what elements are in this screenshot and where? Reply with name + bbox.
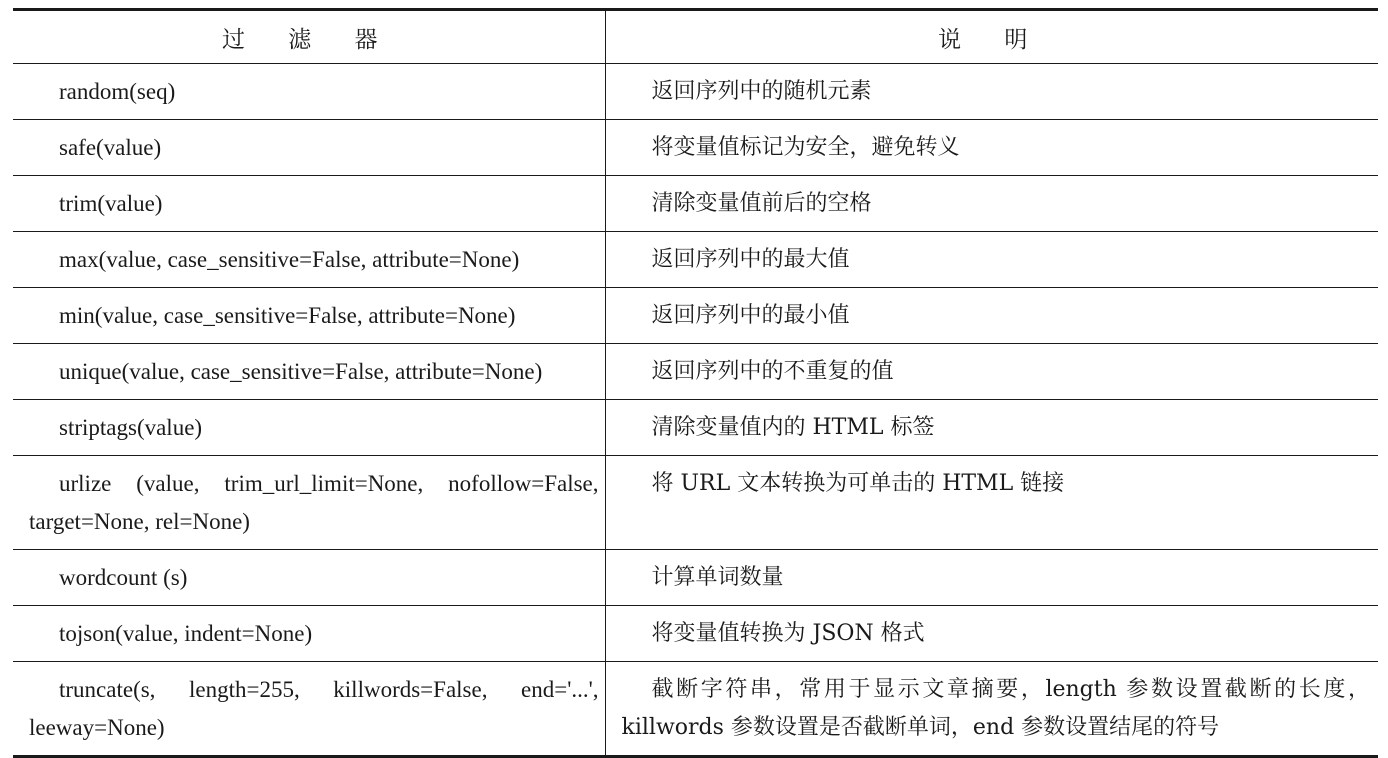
table-row	[13, 662, 1378, 757]
table-row	[13, 120, 1378, 176]
table-row	[13, 344, 1378, 400]
description-cell: 计算单词数量	[605, 550, 1378, 606]
description-cell: 将变量值转换为 JSON 格式	[605, 606, 1378, 662]
description-cell: 返回序列中的随机元素	[605, 64, 1378, 120]
filter-cell: tojson(value, indent=None)	[13, 606, 605, 662]
description-cell: 清除变量值前后的空格	[605, 176, 1378, 232]
description-cell: 返回序列中的不重复的值	[605, 344, 1378, 400]
filter-cell: safe(value)	[13, 120, 605, 176]
table-row	[13, 64, 1378, 120]
header-description: 说 明	[938, 26, 1046, 53]
filter-cell: unique(value, case_sensitive=False, attribute=None)	[13, 344, 605, 400]
description-cell: 返回序列中的最小值	[605, 288, 1378, 344]
filter-cell: trim(value)	[13, 176, 605, 232]
filter-table	[13, 8, 1378, 758]
table-row	[13, 400, 1378, 456]
filter-cell: urlize (value, trim_url_limit=None, nofollow=False, target=None, rel=None)	[13, 456, 605, 550]
table-row	[13, 288, 1378, 344]
description-cell: 清除变量值内的 HTML 标签	[605, 400, 1378, 456]
description-cell: 返回序列中的最大值	[605, 232, 1378, 288]
filter-cell: wordcount (s)	[13, 550, 605, 606]
description-cell: 将变量值标记为安全，避免转义	[605, 120, 1378, 176]
filter-cell: min(value, case_sensitive=False, attribute=None)	[13, 288, 605, 344]
filter-cell: random(seq)	[13, 64, 605, 120]
description-cell: 截断字符串，常用于显示文章摘要，length 参数设置截断的长度，killwords 参数设置是否截断单词，end 参数设置结尾的符号	[605, 662, 1378, 757]
filter-table-container	[13, 8, 1378, 758]
table-row	[13, 550, 1378, 606]
table-row	[13, 232, 1378, 288]
table-row	[13, 176, 1378, 232]
filter-cell: striptags(value)	[13, 400, 605, 456]
filter-cell: max(value, case_sensitive=False, attribute=None)	[13, 232, 605, 288]
table-row	[13, 606, 1378, 662]
table-row	[13, 456, 1378, 550]
table-header-row	[13, 10, 1378, 64]
filter-cell: truncate(s, length=255, killwords=False, end='...', leeway=None)	[13, 662, 605, 757]
header-filter: 过 滤 器	[13, 10, 605, 64]
description-cell: 将 URL 文本转换为可单击的 HTML 链接	[605, 456, 1378, 550]
